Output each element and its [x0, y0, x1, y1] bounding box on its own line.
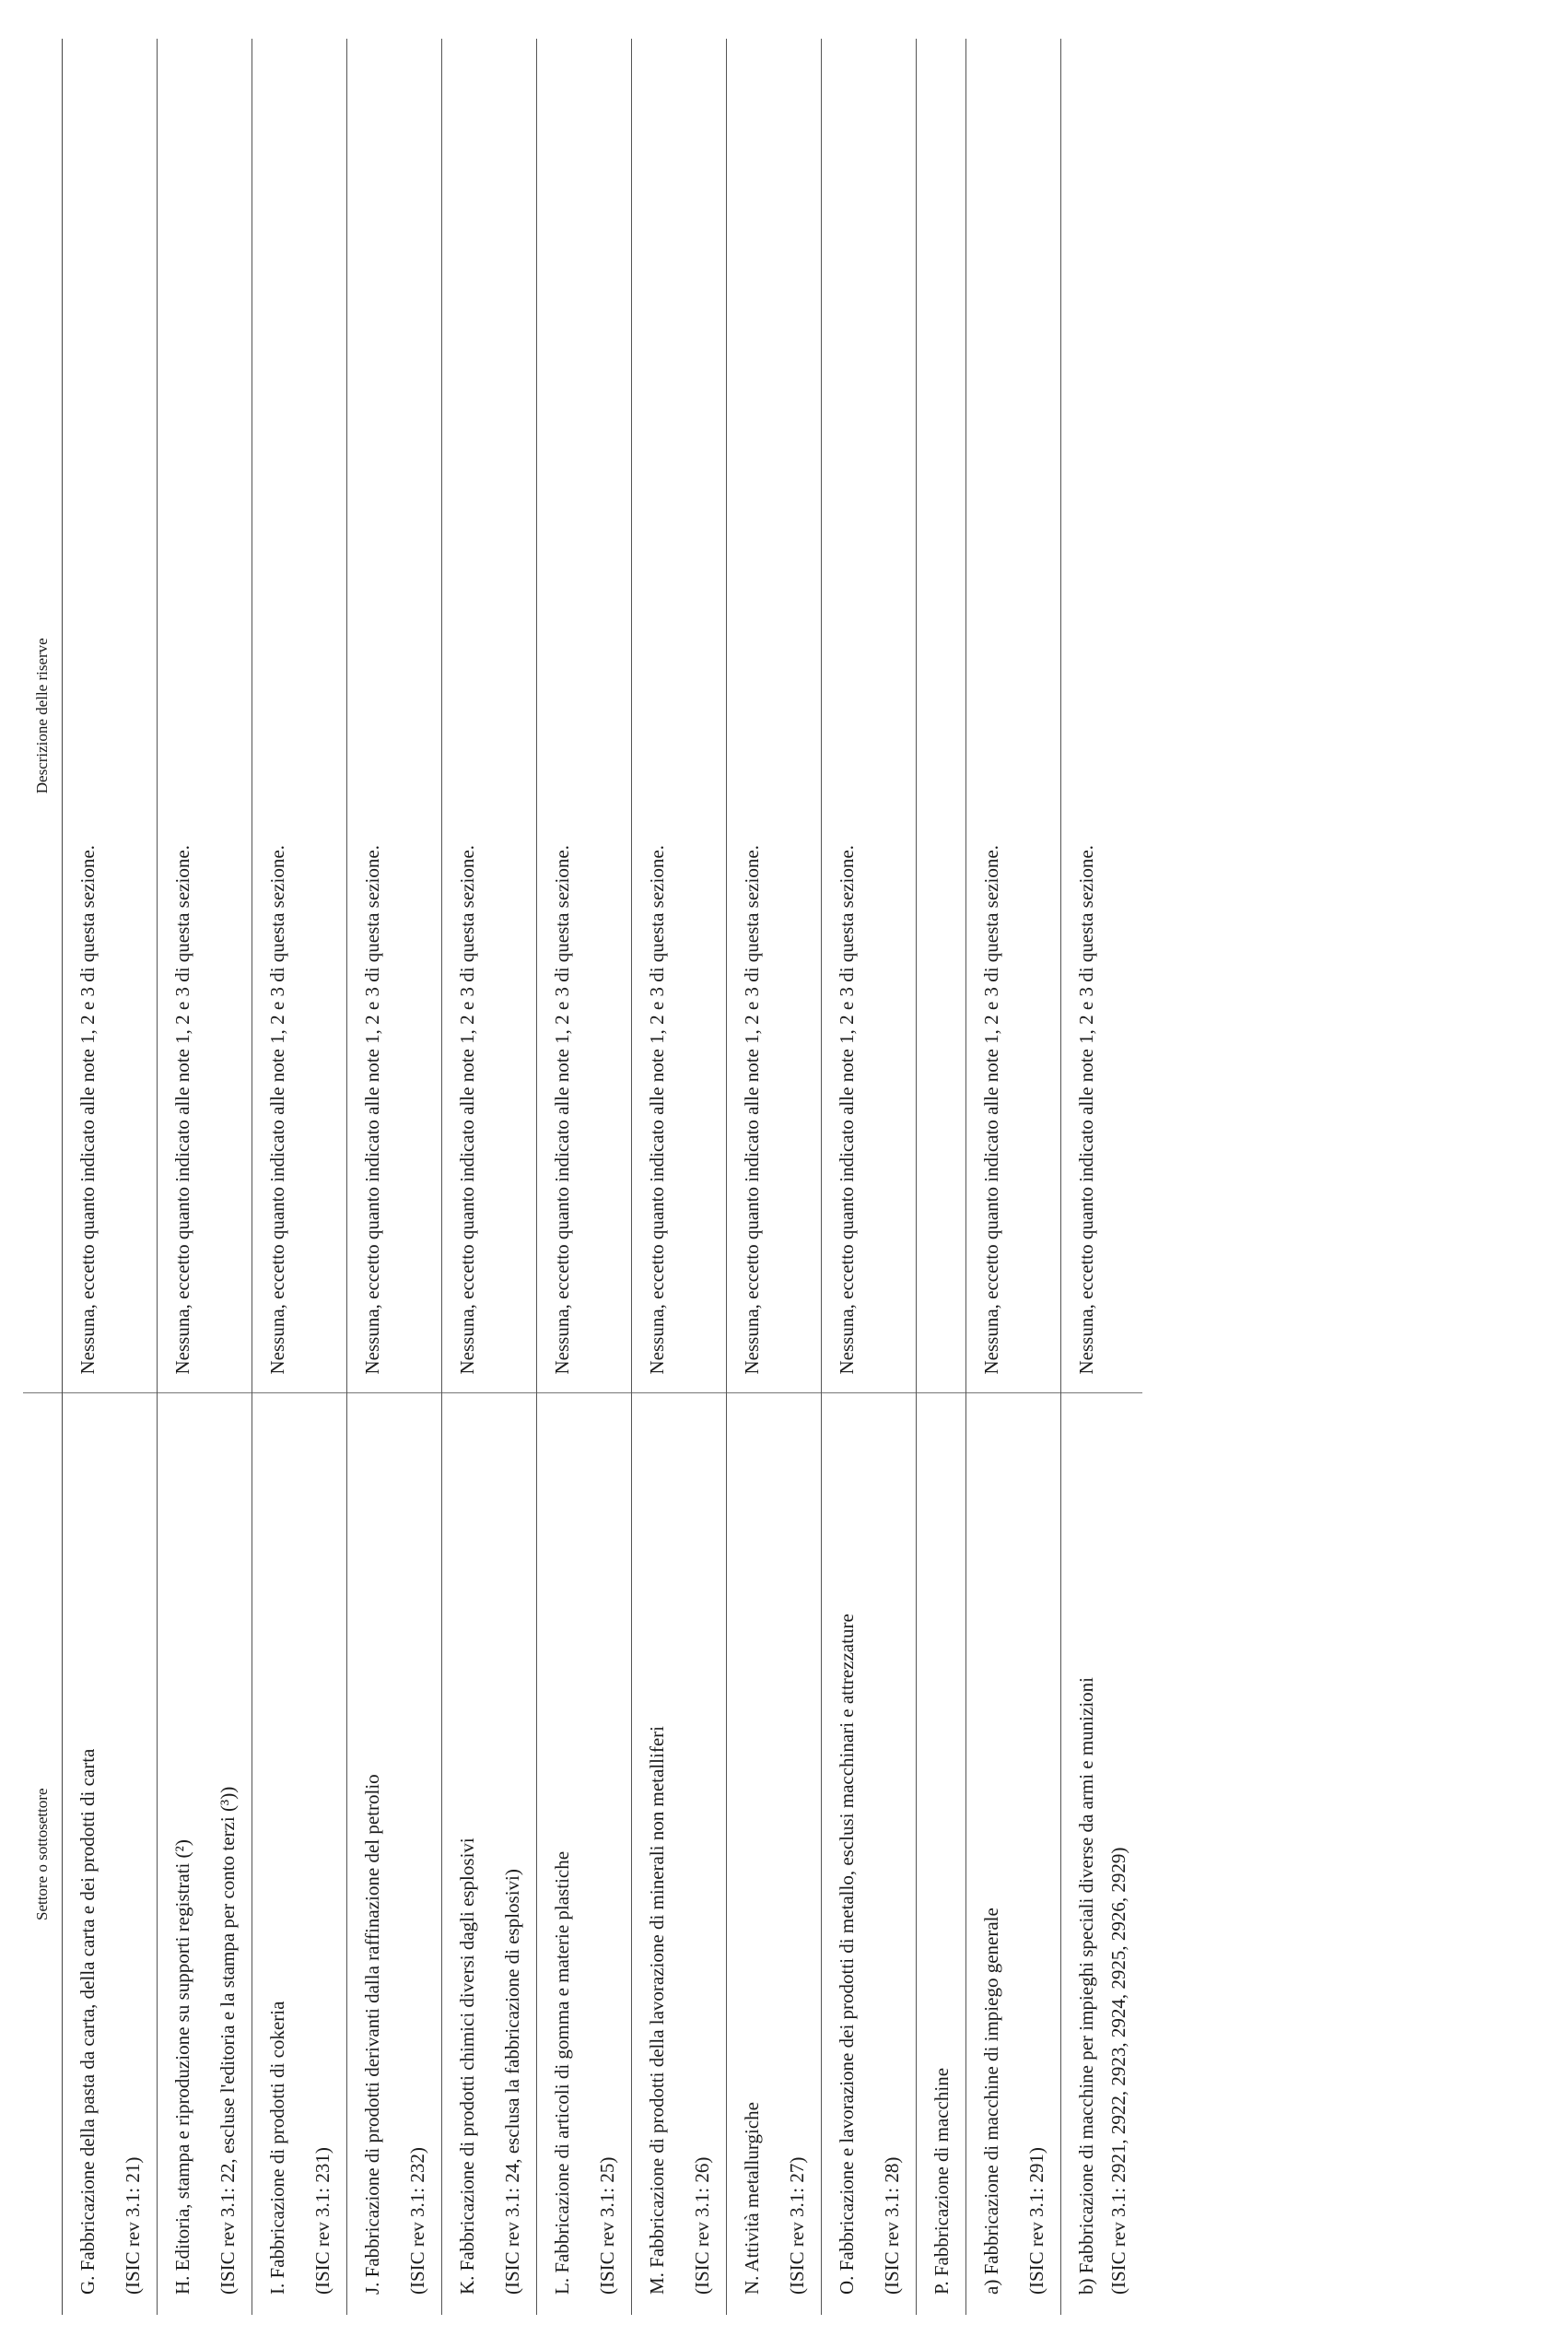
sector-cell — [966, 1393, 1061, 2315]
sector-cell — [347, 1393, 442, 2315]
reservations-table — [23, 39, 1142, 2315]
sector-title: K. Fabbricazione di prodotti chimici diversi dagli esplosivi — [456, 1837, 478, 2295]
table-row — [727, 39, 822, 2315]
sector-title: I. Fabbricazione di prodotti di cokeria — [266, 2001, 288, 2295]
table-row — [822, 39, 917, 2315]
sector-title: b) Fabbricazione di macchine per impieghi speciali diverse da armi e munizioni — [1075, 1676, 1097, 2295]
description-cell: Nessuna, eccetto quanto indicato alle note 1, 2 e 3 di questa sezione. — [632, 39, 727, 1393]
sector-cell — [442, 1393, 537, 2315]
table-row — [252, 39, 347, 2315]
sector-isic: (ISIC rev 3.1: 25) — [596, 2156, 618, 2295]
sector-cell — [537, 1393, 632, 2315]
description-cell: Nessuna, eccetto quanto indicato alle note 1, 2 e 3 di questa sezione. — [347, 39, 442, 1393]
sector-title: M. Fabbricazione di prodotti della lavorazione di minerali non metalliferi — [646, 1726, 668, 2295]
sector-isic: (ISIC rev 3.1: 21) — [122, 2156, 144, 2295]
table-row — [158, 39, 252, 2315]
description-cell: Nessuna, eccetto quanto indicato alle note 1, 2 e 3 di questa sezione. — [822, 39, 917, 1393]
description-cell: Nessuna, eccetto quanto indicato alle note 1, 2 e 3 di questa sezione. — [966, 39, 1061, 1393]
sector-isic: (ISIC rev 3.1: 24, esclusa la fabbricazione di esplosivi) — [501, 1869, 523, 2295]
sector-cell — [727, 1393, 822, 2315]
description-cell: Nessuna, eccetto quanto indicato alle note 1, 2 e 3 di questa sezione. — [63, 39, 158, 1393]
table-row — [1061, 39, 1143, 2315]
sector-isic: (ISIC rev 3.1: 28) — [881, 2156, 903, 2295]
sector-isic: (ISIC rev 3.1: 22, escluse l'editoria e la stampa per conto terzi (³)) — [216, 1786, 239, 2295]
description-cell: Nessuna, eccetto quanto indicato alle note 1, 2 e 3 di questa sezione. — [442, 39, 537, 1393]
sector-title: P. Fabbricazione di macchine — [930, 2067, 953, 2295]
sector-title: N. Attività metallurgiche — [741, 2102, 763, 2295]
description-cell: Nessuna, eccetto quanto indicato alle note 1, 2 e 3 di questa sezione. — [727, 39, 822, 1393]
table-row — [632, 39, 727, 2315]
sector-title: L. Fabbricazione di articoli di gomma e materie plastiche — [551, 1850, 573, 2295]
sector-isic: (ISIC rev 3.1: 26) — [691, 2156, 713, 2295]
header-sector: Settore o sottosettore — [23, 1393, 63, 2315]
description-cell: Nessuna, eccetto quanto indicato alle note 1, 2 e 3 di questa sezione. — [537, 39, 632, 1393]
table-row — [537, 39, 632, 2315]
sector-title: a) Fabbricazione di macchine di impiego generale — [980, 1908, 1002, 2295]
table-row — [442, 39, 537, 2315]
rotated-page — [23, 0, 1433, 2348]
sector-cell — [632, 1393, 727, 2315]
table-row — [63, 39, 158, 2315]
sector-title: H. Editoria, stampa e riproduzione su supporti registrati (²) — [171, 1839, 193, 2295]
sector-isic: (ISIC rev 3.1: 2921, 2922, 2923, 2924, 2925, 2926, 2929) — [1107, 1847, 1129, 2295]
table-row — [966, 39, 1061, 2315]
description-cell: Nessuna, eccetto quanto indicato alle note 1, 2 e 3 di questa sezione. — [252, 39, 347, 1393]
description-cell: Nessuna, eccetto quanto indicato alle note 1, 2 e 3 di questa sezione. — [158, 39, 252, 1393]
header-row — [23, 39, 63, 2315]
sector-isic: (ISIC rev 3.1: 27) — [786, 2156, 808, 2295]
sector-cell — [158, 1393, 252, 2315]
sector-cell — [822, 1393, 917, 2315]
sector-title: J. Fabbricazione di prodotti derivanti dalla raffinazione del petrolio — [361, 1774, 383, 2295]
sector-isic: (ISIC rev 3.1: 232) — [406, 2147, 428, 2295]
sector-cell — [917, 1393, 966, 2315]
sector-cell — [63, 1393, 158, 2315]
table-row — [347, 39, 442, 2315]
sector-isic: (ISIC rev 3.1: 291) — [1025, 2147, 1047, 2295]
table-row — [917, 39, 966, 2315]
sector-isic: (ISIC rev 3.1: 231) — [311, 2147, 333, 2295]
sector-title: O. Fabbricazione e lavorazione dei prodotti di metallo, esclusi macchinari e attrezzature — [836, 1614, 858, 2295]
sector-cell — [1061, 1393, 1143, 2315]
sector-cell — [252, 1393, 347, 2315]
description-cell: Nessuna, eccetto quanto indicato alle note 1, 2 e 3 di questa sezione. — [1075, 845, 1097, 1375]
header-description: Descrizione delle riserve — [23, 39, 63, 1393]
description-cell — [917, 39, 966, 1393]
sector-title: G. Fabbricazione della pasta da carta, della carta e dei prodotti di carta — [76, 1748, 99, 2295]
